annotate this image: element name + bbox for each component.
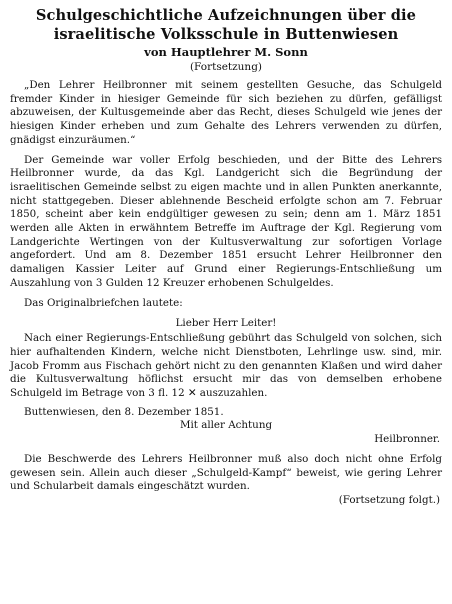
conclusion-paragraph: Die Beschwerde des Lehrers Heilbronner muß also doch nicht ohne Erfolg gewesen sein. Allein auch dieser „Schulgeld-Kampf“ beweist, wie gering Lehrer und Schularbeit damals eingeschätzt wurden. (10, 452, 442, 493)
article-title: Schulgeschichtliche Aufzeichnungen über die israelitische Volksschule in Buttenwiesen (35, 7, 417, 43)
decision-paragraph: Der Gemeinde war voller Erfolg beschieden, und der Bitte des Lehrers Heilbronner wurde, da das Kgl. Landgericht sich die Begründung der israelitischen Gemeinde selbst zu eigen machte und in allen Punkten anerkannte, nicht stattgegeben. Dieser ablehnende Bescheid erfolgte schon am 7. Februar 1850, scheint aber kein endgültiger gewesen zu sein; denn am 1. März 1851 werden alle Akten in erwähntem Betreffe im Auftrage der Kgl. Regierung vom Landgerichte Wertingen von der Kultusverwaltung zur sofortigen Vorlage angefordert. Und am 8. Dezember 1851 ersucht Lehrer Heilbronner den damaligen Kassier Leiter auf Grund einer Regierungs-Entschließung um Auszahlung von 3 Gulden 12 Kreuzer erhobenen Schulgeldes. (10, 153, 442, 289)
letter-intro: Das Originalbriefchen lautete: (24, 296, 183, 309)
quoted-petition-paragraph: „Den Lehrer Heilbronner mit seinem gestellten Gesuche, das Schulgeld fremder Kinder in hiesiger Gemeinde für sich beziehen zu dürfen, gefälligst abzuweisen, der Kultusgemeinde aber das Recht, dieses Schulgeld wie jenes der hiesigen Kinder erheben und zum Gehalte des Lehrers verwenden zu dürfen, gnädigst einzuräumen.“ (10, 79, 442, 146)
letter-date: Buttenwiesen, den 8. Dezember 1851. (24, 405, 224, 418)
letter-signature: Heilbronner. (374, 433, 440, 446)
to-be-continued-note: (Fortsetzung folgt.) (338, 493, 440, 506)
letter-salutation: Lieber Herr Leiter! (175, 317, 277, 330)
letter-body: Nach einer Regierungs-Entschließung gebührt das Schulgeld von solchen, sich hier aufhaltenden Kindern, welche nicht Dienstboten, Lehrlinge usw. sind, mir. Jacob Fromm aus Fischach gehört nicht zu den genannten Klaßen und wird daher die Kultusverwaltung höflichst ersucht mir das von demselben erhobene Schulgeld im Betrage von 3 fl. 12 ✕ auszuzahlen. (10, 332, 442, 400)
letter-closing: Mit aller Achtung (179, 419, 273, 432)
continuation-note: (Fortsetzung) (189, 61, 263, 73)
article-byline: von Hauptlehrer M. Sonn (144, 45, 308, 59)
